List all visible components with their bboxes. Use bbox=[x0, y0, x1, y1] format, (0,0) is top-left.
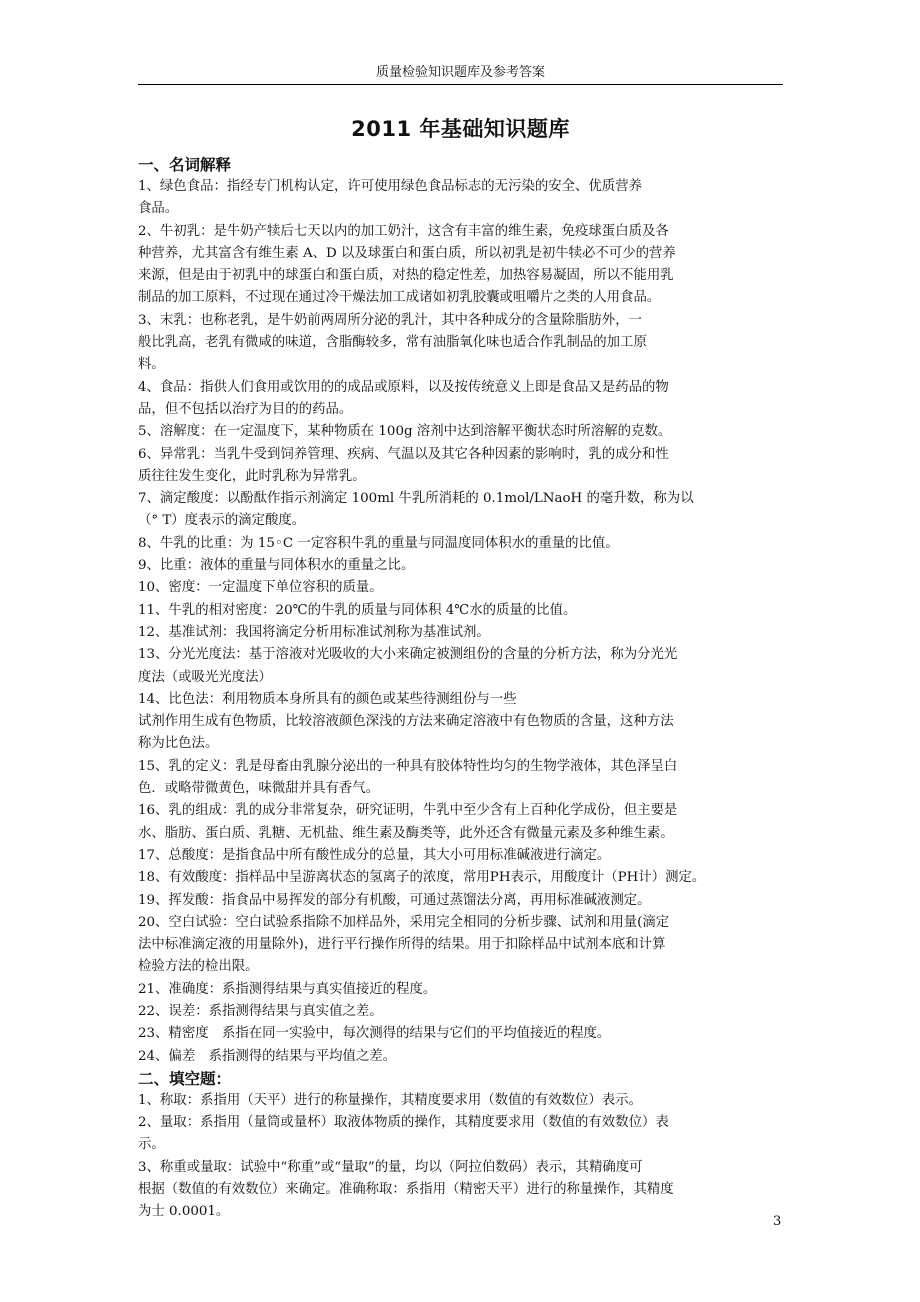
text-line: 1、绿色食品：指经专门机构认定，许可使用绿色食品标志的无污染的安全、优质营养 bbox=[138, 179, 642, 194]
text-line: 3、称重或量取：试验中“称重”或“量取”的量，均以（阿拉伯数码）表示，其精确度可 bbox=[138, 1159, 643, 1175]
text-line: 15、乳的定义：乳是母畜由乳腺分泌出的一种具有胶体特性均匀的生物学液体，其色泽呈白 bbox=[138, 758, 678, 774]
section-heading: 二、填空题： bbox=[138, 1069, 232, 1088]
text-line: 2、牛初乳：是牛奶产犊后七天以内的加工奶汁，这含有丰富的维生素，免疫球蛋白质及各 bbox=[138, 223, 669, 239]
text-line: 称为比色法。 bbox=[138, 736, 219, 752]
text-line: 12、基准试剂：我国将滴定分析用标准试剂称为基准试剂。 bbox=[138, 624, 490, 640]
text-line: 质往往发生变化，此时乳称为异常乳。 bbox=[138, 468, 366, 484]
list-item bbox=[138, 421, 783, 443]
text-line: 1、称取：系指用（天平）进行的称量操作，其精度要求用（数值的有效数位）表示。 bbox=[138, 1092, 642, 1108]
text-line: 22、误差：系指测得结果与真实值之差。 bbox=[138, 1003, 383, 1019]
text-line: 为士 0.0001。 bbox=[138, 1204, 230, 1220]
list-item bbox=[138, 689, 783, 756]
list-item bbox=[138, 622, 783, 644]
text-line: 18、有效酸度：指样品中呈游离状态的氢离子的浓度，常用PH表示，用酸度计（PH计）测定。 bbox=[138, 870, 706, 886]
text-line: 21、准确度：系指测得结果与真实值接近的程度。 bbox=[138, 981, 437, 997]
list-item bbox=[138, 800, 783, 845]
list-item bbox=[138, 533, 783, 555]
text-line: 19、挥发酸：指食品中易挥发的部分有机酸，可通过蒸馏法分离，再用标准碱液测定。 bbox=[138, 892, 651, 908]
text-line: 4、食品：指供人们食用或饮用的的成品或原料，以及按传统意义上即是食品又是药品的物 bbox=[138, 379, 669, 395]
text-line: 根据（数值的有效数位）来确定。准确称取：系指用（精密天平）进行的称量操作，其精度 bbox=[138, 1182, 674, 1198]
text-line: 3、末乳：也称老乳，是牛奶前两周所分泌的乳汁，其中各种成分的含量除脂肪外，一 bbox=[138, 312, 642, 328]
text-line: 24、偏差 系指测得的结果与平均值之差。 bbox=[138, 1048, 397, 1064]
text-line: 试剂作用生成有色物质，比较溶液颜色深浅的方法来确定溶液中有色物质的含量，这种方法 bbox=[138, 714, 674, 730]
text-line: 8、牛乳的比重：为 15◦C 一定容积牛乳的重量与同温度同体积水的重量的比值。 bbox=[138, 535, 619, 551]
text-line: 来源，但是由于初乳中的球蛋白和蛋白质，对热的稳定性差，加热容易凝固，所以不能用乳 bbox=[138, 268, 674, 284]
list-item bbox=[138, 176, 783, 221]
text-line: 度法（或吸光光度法） bbox=[138, 669, 272, 685]
text-line: 示。 bbox=[138, 1137, 165, 1153]
list-item bbox=[138, 756, 783, 801]
text-line: 制品的加工原料，不过现在通过冷干燥法加工成诸如初乳胶囊或咀嚼片之类的人用食品。 bbox=[138, 290, 661, 306]
list-item bbox=[138, 444, 783, 489]
text-line: 7、滴定酸度：以酚酞作指示剂滴定 100ml 牛乳所消耗的 0.1mol/LNaoH 的毫升数，称为以 bbox=[138, 491, 694, 507]
list-item bbox=[138, 600, 783, 622]
text-line: 2、量取：系指用（量筒或量杯）取液体物质的操作，其精度要求用（数值的有效数位）表 bbox=[138, 1115, 669, 1131]
text-line: 14、比色法：利用物质本身所具有的颜色或某些待测组份与一些 bbox=[138, 691, 517, 707]
text-line: 法中标准滴定液的用量除外)，进行平行操作所得的结果。用于扣除样品中试剂本底和计算 bbox=[138, 937, 666, 953]
list-item bbox=[138, 1090, 783, 1112]
text-line: 料。 bbox=[138, 357, 165, 373]
text-line: 水、脂肪、蛋白质、乳糖、无机盐、维生素及酶类等，此外还含有微量元素及多种维生素。 bbox=[138, 825, 674, 841]
list-item bbox=[138, 555, 783, 577]
list-item bbox=[138, 890, 783, 912]
list-item bbox=[138, 867, 783, 889]
text-line: 20、空白试验：空白试验系指除不加样品外，采用完全相同的分析步骤、试剂和用量(滴定 bbox=[138, 914, 670, 930]
list-item bbox=[138, 377, 783, 422]
list-item bbox=[138, 1001, 783, 1023]
text-line: 5、溶解度：在一定温度下，某种物质在 100g 溶剂中达到溶解平衡状态时所溶解的克数。 bbox=[138, 424, 672, 440]
text-line: 17、总酸度：是指食品中所有酸性成分的总量，其大小可用标准碱液进行滴定。 bbox=[138, 847, 611, 863]
text-line: 6、异常乳：当乳牛受到饲养管理、疾病、气温以及其它各种因素的影响时，乳的成分和性 bbox=[138, 446, 669, 462]
list-item bbox=[138, 1046, 783, 1068]
document-body bbox=[138, 154, 783, 1224]
list-item bbox=[138, 1112, 783, 1157]
list-item bbox=[138, 979, 783, 1001]
list-item bbox=[138, 1023, 783, 1045]
text-line: 检验方法的检出限。 bbox=[138, 959, 259, 975]
document-title: 2011 年基础知识题库 bbox=[351, 117, 570, 141]
list-item bbox=[138, 1157, 783, 1224]
text-line: 13、分光光度法：基于溶液对光吸收的大小来确定被测组份的含量的分析方法，称为分光光 bbox=[138, 647, 678, 663]
text-line: 23、精密度 系指在同一实验中，每次测得的结果与它们的平均值接近的程度。 bbox=[138, 1026, 611, 1042]
text-line: 16、乳的组成：乳的成分非常复杂，研究证明，牛乳中至少含有上百种化学成份，但主要是 bbox=[138, 803, 678, 819]
section-heading: 一、名词解释 bbox=[138, 156, 232, 174]
text-line: 9、比重：液体的重量与同体积水的重量之比。 bbox=[138, 558, 415, 574]
text-line: 色．或略带微黄色，味微甜并具有香气。 bbox=[138, 781, 380, 797]
running-header: 质量检验知识题库及参考答案 bbox=[375, 65, 545, 80]
list-item bbox=[138, 912, 783, 979]
page-number: 3 bbox=[773, 1214, 782, 1229]
text-line: 10、密度：一定温度下单位容积的质量。 bbox=[138, 580, 383, 596]
list-item bbox=[138, 221, 783, 310]
list-item bbox=[138, 310, 783, 377]
list-item bbox=[138, 845, 783, 867]
text-line: 11、牛乳的相对密度：20℃的牛乳的质量与同体积 4℃水的质量的比值。 bbox=[138, 602, 577, 618]
list-item bbox=[138, 644, 783, 689]
header-rule bbox=[138, 84, 783, 85]
list-item bbox=[138, 577, 783, 599]
text-line: 食品。 bbox=[138, 201, 179, 217]
text-line: 品，但不包括以治疗为目的的药品。 bbox=[138, 401, 353, 417]
text-line: 种营养，尤其富含有维生素 A、D 以及球蛋白和蛋白质，所以初乳是初牛犊必不可少的营养 bbox=[138, 245, 676, 261]
text-line: （° T）度表示的滴定酸度。 bbox=[138, 513, 306, 529]
list-item bbox=[138, 488, 783, 533]
text-line: 般比乳高，老乳有微咸的味道，含脂酶较多，常有油脂氧化味也适合作乳制品的加工原 bbox=[138, 335, 647, 351]
